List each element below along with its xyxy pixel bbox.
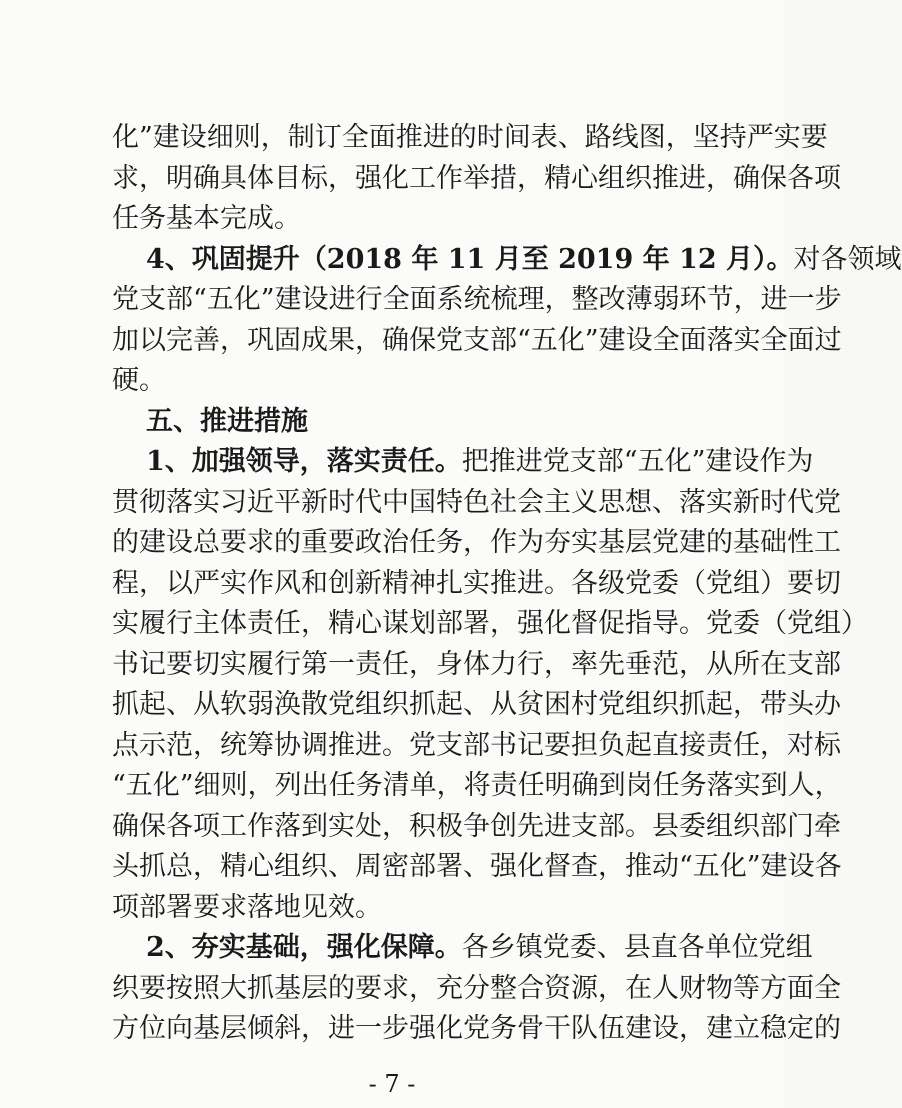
measure1-line1-rest: 把推进党支部“五化”建设作为 (461, 446, 814, 477)
paragraph-line: 抓起、从软弱涣散党组织抓起、从贫困村党组织抓起，带头办 (112, 689, 841, 720)
paragraph-line: 的建设总要求的重要政治任务，作为夯实基层党建的基础性工 (112, 527, 841, 558)
measure1-lead: 1、加强领导，落实责任。 (146, 446, 462, 477)
paragraph-line: 织要按照大抓基层的要求，充分整合资源，在人财物等方面全 (112, 972, 841, 1004)
measure2-lead: 2、夯实基础，强化保障。 (146, 932, 462, 963)
phase4-line1-rest: 对各领域 (793, 243, 902, 275)
measure1-first-line (146, 446, 814, 477)
paragraph-line: 贯彻落实习近平新时代中国特色社会主义思想、落实新时代党 (112, 486, 841, 518)
paragraph-line: 党支部“五化”建设进行全面系统梳理，整改薄弱环节，进一步 (112, 284, 842, 315)
phase4-lead: 4、巩固提升（2018 年 11 月至 2019 年 12 月）。 (146, 243, 794, 275)
paragraph-line: “五化”细则，列出任务清单，将责任明确到岗任务落实到人， (112, 770, 842, 801)
paragraph-line: 方位向基层倾斜，进一步强化党务骨干队伍建设，建立稳定的 (112, 1013, 841, 1044)
paragraph-line: 书记要切实履行第一责任，身体力行，率先垂范，从所在支部 (112, 648, 841, 680)
paragraph-line: 实履行主体责任，精心谋划部署，强化督促指导。党委（党组） (112, 608, 868, 639)
paragraph-line: 硬。 (112, 365, 166, 396)
section-heading: 五、推进措施 (146, 405, 308, 437)
page-number: - 7 - (368, 1069, 416, 1098)
measure2-first-line (146, 932, 813, 963)
paragraph-line: 头抓总，精心组织、周密部署、强化督查，推动“五化”建设各 (112, 851, 842, 882)
paragraph-line: 任务基本完成。 (112, 203, 301, 234)
paragraph-line: 确保各项工作落到实处，积极争创先进支部。县委组织部门牵 (112, 810, 841, 842)
paragraph-line: 加以完善，巩固成果，确保党支部“五化”建设全面落实全面过 (112, 324, 842, 356)
phase4-first-line (146, 243, 902, 275)
paragraph-line: 求，明确具体目标，强化工作举措，精心组织推进，确保各项 (112, 162, 841, 194)
paragraph-line: 化”建设细则，制订全面推进的时间表、路线图，坚持严实要 (112, 122, 828, 153)
paragraph-line: 点示范，统筹协调推进。党支部书记要担负起直接责任，对标 (112, 729, 841, 761)
measure2-line1-rest: 各乡镇党委、县直各单位党组 (461, 932, 813, 963)
paragraph-line: 项部署要求落地见效。 (112, 891, 382, 923)
paragraph-line: 程，以严实作风和创新精神扎实推进。各级党委（党组）要切 (112, 567, 841, 599)
